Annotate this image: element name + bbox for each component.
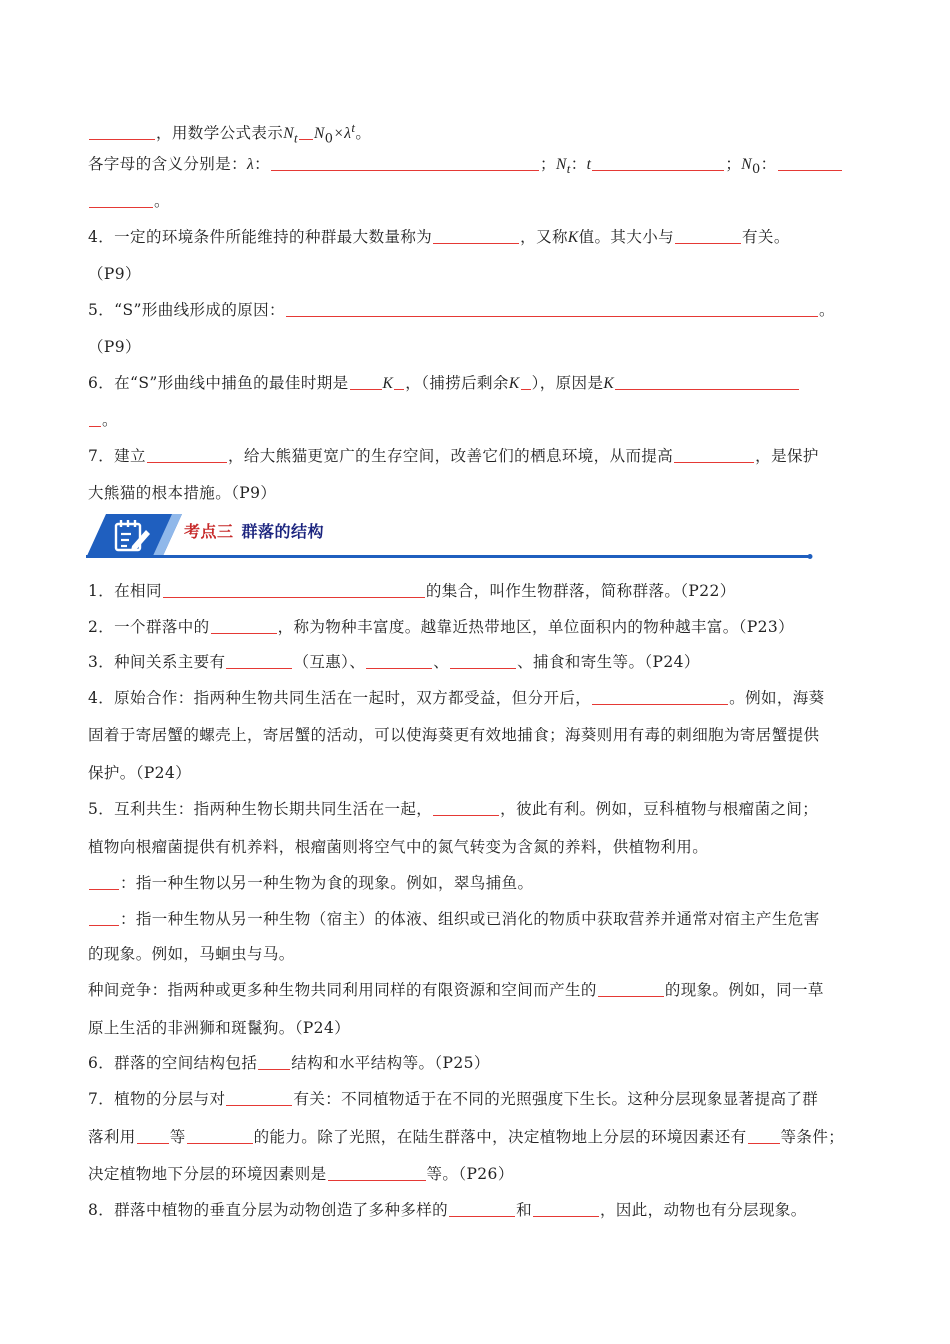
text-span: N bbox=[283, 125, 294, 143]
text-span: ，称为物种丰富度。越靠近热带地区，单位面积内的物种越丰富。（P23） bbox=[277, 618, 795, 636]
text-span: 。 bbox=[355, 124, 372, 143]
fill-blank[interactable] bbox=[89, 909, 119, 926]
text-span: 的现象。例如，同一草 bbox=[664, 981, 824, 999]
text-span: λ bbox=[247, 156, 255, 173]
fill-blank[interactable] bbox=[147, 446, 227, 463]
fill-blank[interactable] bbox=[89, 410, 101, 427]
section-title-text: 群落的结构 bbox=[241, 522, 325, 541]
text-span: K bbox=[603, 375, 615, 392]
text-span: 、捕食和寄生等。（P24） bbox=[517, 653, 700, 671]
text-span: 、 bbox=[433, 653, 450, 671]
text-line bbox=[88, 410, 868, 430]
text-span: t bbox=[566, 161, 571, 177]
text-span: 。 bbox=[154, 192, 170, 210]
banner-underline bbox=[86, 555, 810, 558]
text-span: 有关。 bbox=[742, 228, 790, 246]
fill-blank[interactable] bbox=[163, 581, 425, 598]
text-span: 0 bbox=[324, 131, 334, 147]
text-line bbox=[88, 1127, 868, 1147]
text-span: 4．原始合作：指两种生物共同生活在一起时，双方都受益，但分开后， bbox=[88, 689, 592, 707]
text-span: N bbox=[313, 125, 325, 143]
fill-blank[interactable] bbox=[449, 1200, 515, 1217]
text-span: N bbox=[555, 156, 567, 173]
text-line bbox=[88, 1200, 868, 1220]
fill-blank[interactable] bbox=[226, 1089, 292, 1106]
text-span: ； bbox=[540, 155, 556, 173]
text-span: 6．在“S”形曲线中捕鱼的最佳时期是 bbox=[88, 374, 349, 392]
fill-blank[interactable] bbox=[394, 373, 404, 390]
text-line bbox=[88, 652, 868, 672]
text-span: K bbox=[567, 229, 579, 246]
text-span: 的现象。例如，马蛔虫与马。 bbox=[88, 945, 295, 963]
text-span: ），原因是 bbox=[531, 374, 604, 392]
text-span: 各字母的含义分别是： bbox=[88, 155, 248, 173]
text-span: ，（捕捞后剩余 bbox=[405, 374, 509, 392]
text-span: ： bbox=[570, 155, 587, 173]
text-span: 决定植物地下分层的环境因素则是 bbox=[88, 1165, 327, 1183]
fill-blank[interactable] bbox=[350, 373, 382, 390]
text-span: K bbox=[382, 375, 394, 392]
text-span: 7．植物的分层与对 bbox=[88, 1090, 226, 1108]
text-span: ： bbox=[760, 155, 777, 173]
text-span: t bbox=[586, 156, 592, 173]
text-line bbox=[88, 191, 868, 211]
text-span: 等。（P26） bbox=[426, 1165, 514, 1183]
text-span: t bbox=[351, 120, 356, 135]
fill-blank[interactable] bbox=[211, 617, 277, 634]
text-line bbox=[88, 227, 868, 248]
text-span: 8．群落中植物的垂直分层为动物创造了多种多样的 bbox=[88, 1201, 449, 1219]
text-span: 等 bbox=[169, 1128, 186, 1146]
text-span: ，给大熊猫更宽广的生存空间，改善它们的栖息环境，从而提高 bbox=[227, 447, 674, 465]
fill-blank[interactable] bbox=[521, 373, 531, 390]
text-span: 等条件； bbox=[780, 1128, 845, 1146]
text-line bbox=[88, 154, 868, 180]
text-span: 5．互利共生：指两种生物长期共同生活在一起， bbox=[88, 800, 433, 818]
text-line bbox=[88, 944, 868, 964]
fill-blank[interactable] bbox=[89, 123, 155, 140]
text-span: ：指一种生物从另一种生物（宿主）的体液、组织或已消化的物质中获取营养并通常对宿主产生危害 bbox=[120, 910, 820, 928]
fill-blank[interactable] bbox=[366, 652, 432, 669]
text-span: 。 bbox=[102, 411, 118, 429]
fill-blank[interactable] bbox=[433, 799, 499, 816]
text-span: 5．“S”形曲线形成的原因： bbox=[88, 301, 285, 319]
text-line bbox=[88, 688, 868, 708]
text-span: 原上生活的非洲狮和斑鬣狗。（P24） bbox=[88, 1019, 351, 1037]
text-line bbox=[88, 837, 868, 857]
text-span: 值。其大小与 bbox=[578, 228, 675, 246]
text-span: ： bbox=[254, 155, 271, 173]
fill-blank[interactable] bbox=[748, 1127, 780, 1144]
text-span: ，因此，动物也有分层现象。 bbox=[599, 1201, 807, 1219]
fill-blank[interactable] bbox=[778, 154, 842, 171]
text-span: ，是保护 bbox=[755, 447, 819, 465]
text-span: 的集合，叫作生物群落，简称群落。（P22） bbox=[425, 582, 736, 600]
fill-blank[interactable] bbox=[258, 1053, 290, 1070]
fill-blank[interactable] bbox=[271, 154, 539, 171]
text-line bbox=[88, 373, 868, 394]
text-line bbox=[88, 118, 868, 149]
fill-blank[interactable] bbox=[592, 688, 728, 705]
text-line bbox=[88, 725, 868, 745]
fill-blank[interactable] bbox=[299, 123, 313, 140]
text-span: （互惠）、 bbox=[293, 653, 366, 671]
text-span: （P9） bbox=[88, 265, 141, 283]
text-span: 固着于寄居蟹的螺壳上，寄居蟹的活动，可以使海葵更有效地捕食；海葵则用有毒的刺细胞为寄居蟹提供 bbox=[88, 726, 820, 744]
text-span: 1．在相同 bbox=[88, 582, 162, 600]
text-span: 6．群落的空间结构包括 bbox=[88, 1054, 258, 1072]
fill-blank[interactable] bbox=[615, 373, 799, 390]
text-span: ，又称 bbox=[520, 228, 568, 246]
text-line bbox=[88, 799, 868, 819]
fill-blank[interactable] bbox=[533, 1200, 599, 1217]
text-span: N bbox=[741, 156, 752, 173]
fill-blank[interactable] bbox=[89, 191, 153, 208]
text-span: （P9） bbox=[88, 338, 141, 356]
banner-underline-dot bbox=[808, 554, 813, 559]
text-line bbox=[88, 909, 868, 929]
text-span: ×λ bbox=[333, 125, 352, 143]
text-span: 结构和水平结构等。（P25） bbox=[291, 1054, 490, 1072]
text-span: 种间竞争：指两种或更多种生物共同利用同样的有限资源和空间而产生的 bbox=[88, 981, 597, 999]
text-span: 2．一个群落中的 bbox=[88, 618, 210, 636]
fill-blank[interactable] bbox=[592, 154, 724, 171]
text-span: ，彼此有利。例如，豆科植物与根瘤菌之间； bbox=[500, 800, 819, 818]
fill-blank[interactable] bbox=[286, 300, 818, 317]
fill-blank[interactable] bbox=[137, 1127, 169, 1144]
text-span: 3．种间关系主要有 bbox=[88, 653, 226, 671]
text-span: 。 bbox=[818, 301, 835, 319]
text-line bbox=[88, 763, 868, 783]
text-line bbox=[88, 300, 868, 320]
text-line bbox=[88, 1089, 868, 1109]
text-span: 落利用 bbox=[88, 1128, 136, 1146]
fill-blank[interactable] bbox=[674, 446, 754, 463]
text-span: 7．建立 bbox=[88, 447, 146, 465]
fill-blank[interactable] bbox=[89, 873, 119, 890]
text-line bbox=[88, 483, 868, 503]
text-line bbox=[88, 1164, 868, 1184]
text-line bbox=[88, 980, 868, 1000]
text-span: K bbox=[508, 375, 520, 392]
text-span: 保护。（P24） bbox=[88, 764, 192, 782]
text-span: 的能力。除了光照，在陆生群落中，决定植物地上分层的环境因素还有 bbox=[253, 1128, 747, 1146]
text-span: t bbox=[293, 130, 298, 146]
fill-blank[interactable] bbox=[433, 227, 519, 244]
text-line bbox=[88, 264, 868, 284]
fill-blank[interactable] bbox=[450, 652, 516, 669]
text-line bbox=[88, 337, 868, 357]
text-span: 4．一定的环境条件所能维持的种群最大数量称为 bbox=[88, 228, 433, 246]
text-line bbox=[88, 617, 868, 637]
text-span: 。例如，海葵 bbox=[729, 689, 825, 707]
text-span: 和 bbox=[516, 1201, 532, 1219]
fill-blank[interactable] bbox=[226, 652, 292, 669]
text-line bbox=[88, 581, 868, 601]
section-title bbox=[184, 519, 324, 542]
text-line bbox=[88, 1053, 868, 1073]
fill-blank[interactable] bbox=[328, 1164, 426, 1181]
text-line bbox=[88, 1018, 868, 1038]
fill-blank[interactable] bbox=[598, 980, 664, 997]
section-label: 考点三 bbox=[184, 522, 234, 541]
text-span: 植物向根瘤菌提供有机养料，根瘤菌则将空气中的氮气转变为含氮的养料，供植物利用。 bbox=[88, 838, 709, 856]
text-span: 有关：不同植物适于在不同的光照强度下生长。这种分层现象显著提高了群 bbox=[293, 1090, 819, 1108]
text-span: 大熊猫的根本措施。（P9） bbox=[88, 484, 277, 502]
text-line bbox=[88, 446, 868, 466]
text-line bbox=[88, 873, 868, 893]
fill-blank[interactable] bbox=[187, 1127, 253, 1144]
fill-blank[interactable] bbox=[675, 227, 741, 244]
section-header bbox=[86, 508, 816, 564]
text-span: ； bbox=[725, 155, 742, 173]
text-span: ，用数学公式表示 bbox=[156, 124, 284, 143]
text-span: ：指一种生物以另一种生物为食的现象。例如，翠鸟捕鱼。 bbox=[120, 874, 534, 892]
text-span: 0 bbox=[751, 162, 761, 178]
